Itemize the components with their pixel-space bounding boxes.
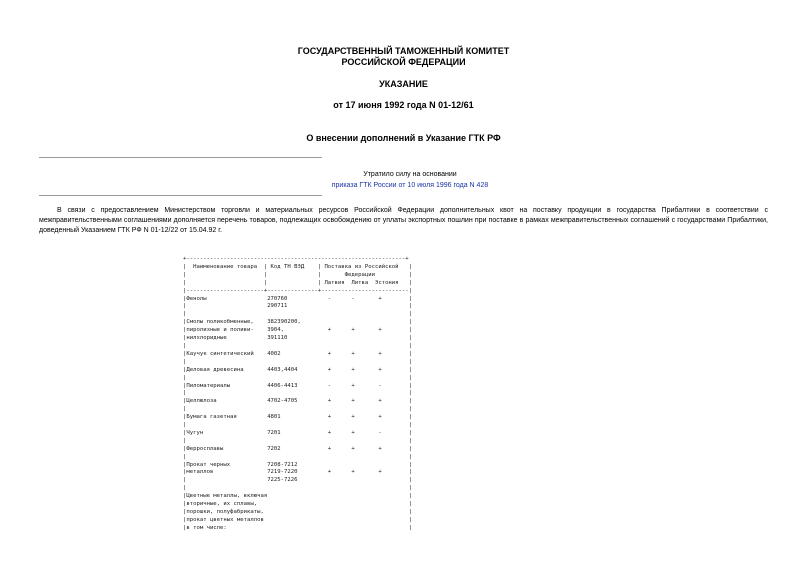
- body-paragraph: В связи с предоставлением Министерством торговли и материальных ресурсов Российской Федерации дополнительных квот на поставку продукции в государства Прибалтики в соответствии с межправительственными соглашениями дополняется перечень товаров, подлежащих освобождению от уплаты экспортных пошлин при поставке в рамках межправительственных соглашений с государствами Прибалтики, доведенный Указанием ГТК РФ N 01-12/22 от 15.04.92 г.: [39, 207, 768, 234]
- document-date: от 17 июня 1992 года N 01-12/61: [333, 100, 474, 110]
- divider-top: [39, 157, 322, 158]
- goods-table: +-----------------------------------------------------------------+ | Наименование товара | Код ТН ВЭД | Поставка из Российской | | | | Федерации | | | | Латвия Литва Эстония | |-----------------------+---------------+--------------------------| |Фенолы 270760 - - + | | 290711 | | | |Смолы поликобменные, 382390200, | |пиролизные и поливи- 3904, + + + | |нилхлоридные 391110 | | | |Каучук синтетический 4002 + + + | | | |Деловая древесина 4403,4404 + + + | | | |Пиломатериалы 4406-4413 - + - | | | |Целлюлоза 4702-4705 + + + | | | |Бумага газетная 4801 + + + | | | |Чугун 7201 + + - | | | |Ферросплавы 7202 + + + | | | |Прокат черных 7208-7212 | |металлов 7219-7220 + + + | | 7225-7226 | | | |Цветные металлы, включая | |вторичные, их сплавы, | |порошки, полуфабрикаты, | |прокат цветных металлов | |в том числе: |: [183, 256, 413, 531]
- divider-bottom: [39, 195, 322, 196]
- issuer-line-2: РОССИЙСКОЙ ФЕДЕРАЦИИ: [341, 57, 466, 67]
- document-type: УКАЗАНИЕ: [379, 79, 428, 89]
- status-link[interactable]: приказа ГТК России от 10 июля 1996 года N 428: [331, 182, 489, 189]
- document-title: О внесении дополнений в Указание ГТК РФ: [306, 133, 501, 143]
- issuer-line-1: ГОСУДАРСТВЕННЫЙ ТАМОЖЕННЫЙ КОМИТЕТ: [297, 46, 510, 56]
- status-note: Утратило силу на основании: [363, 171, 457, 178]
